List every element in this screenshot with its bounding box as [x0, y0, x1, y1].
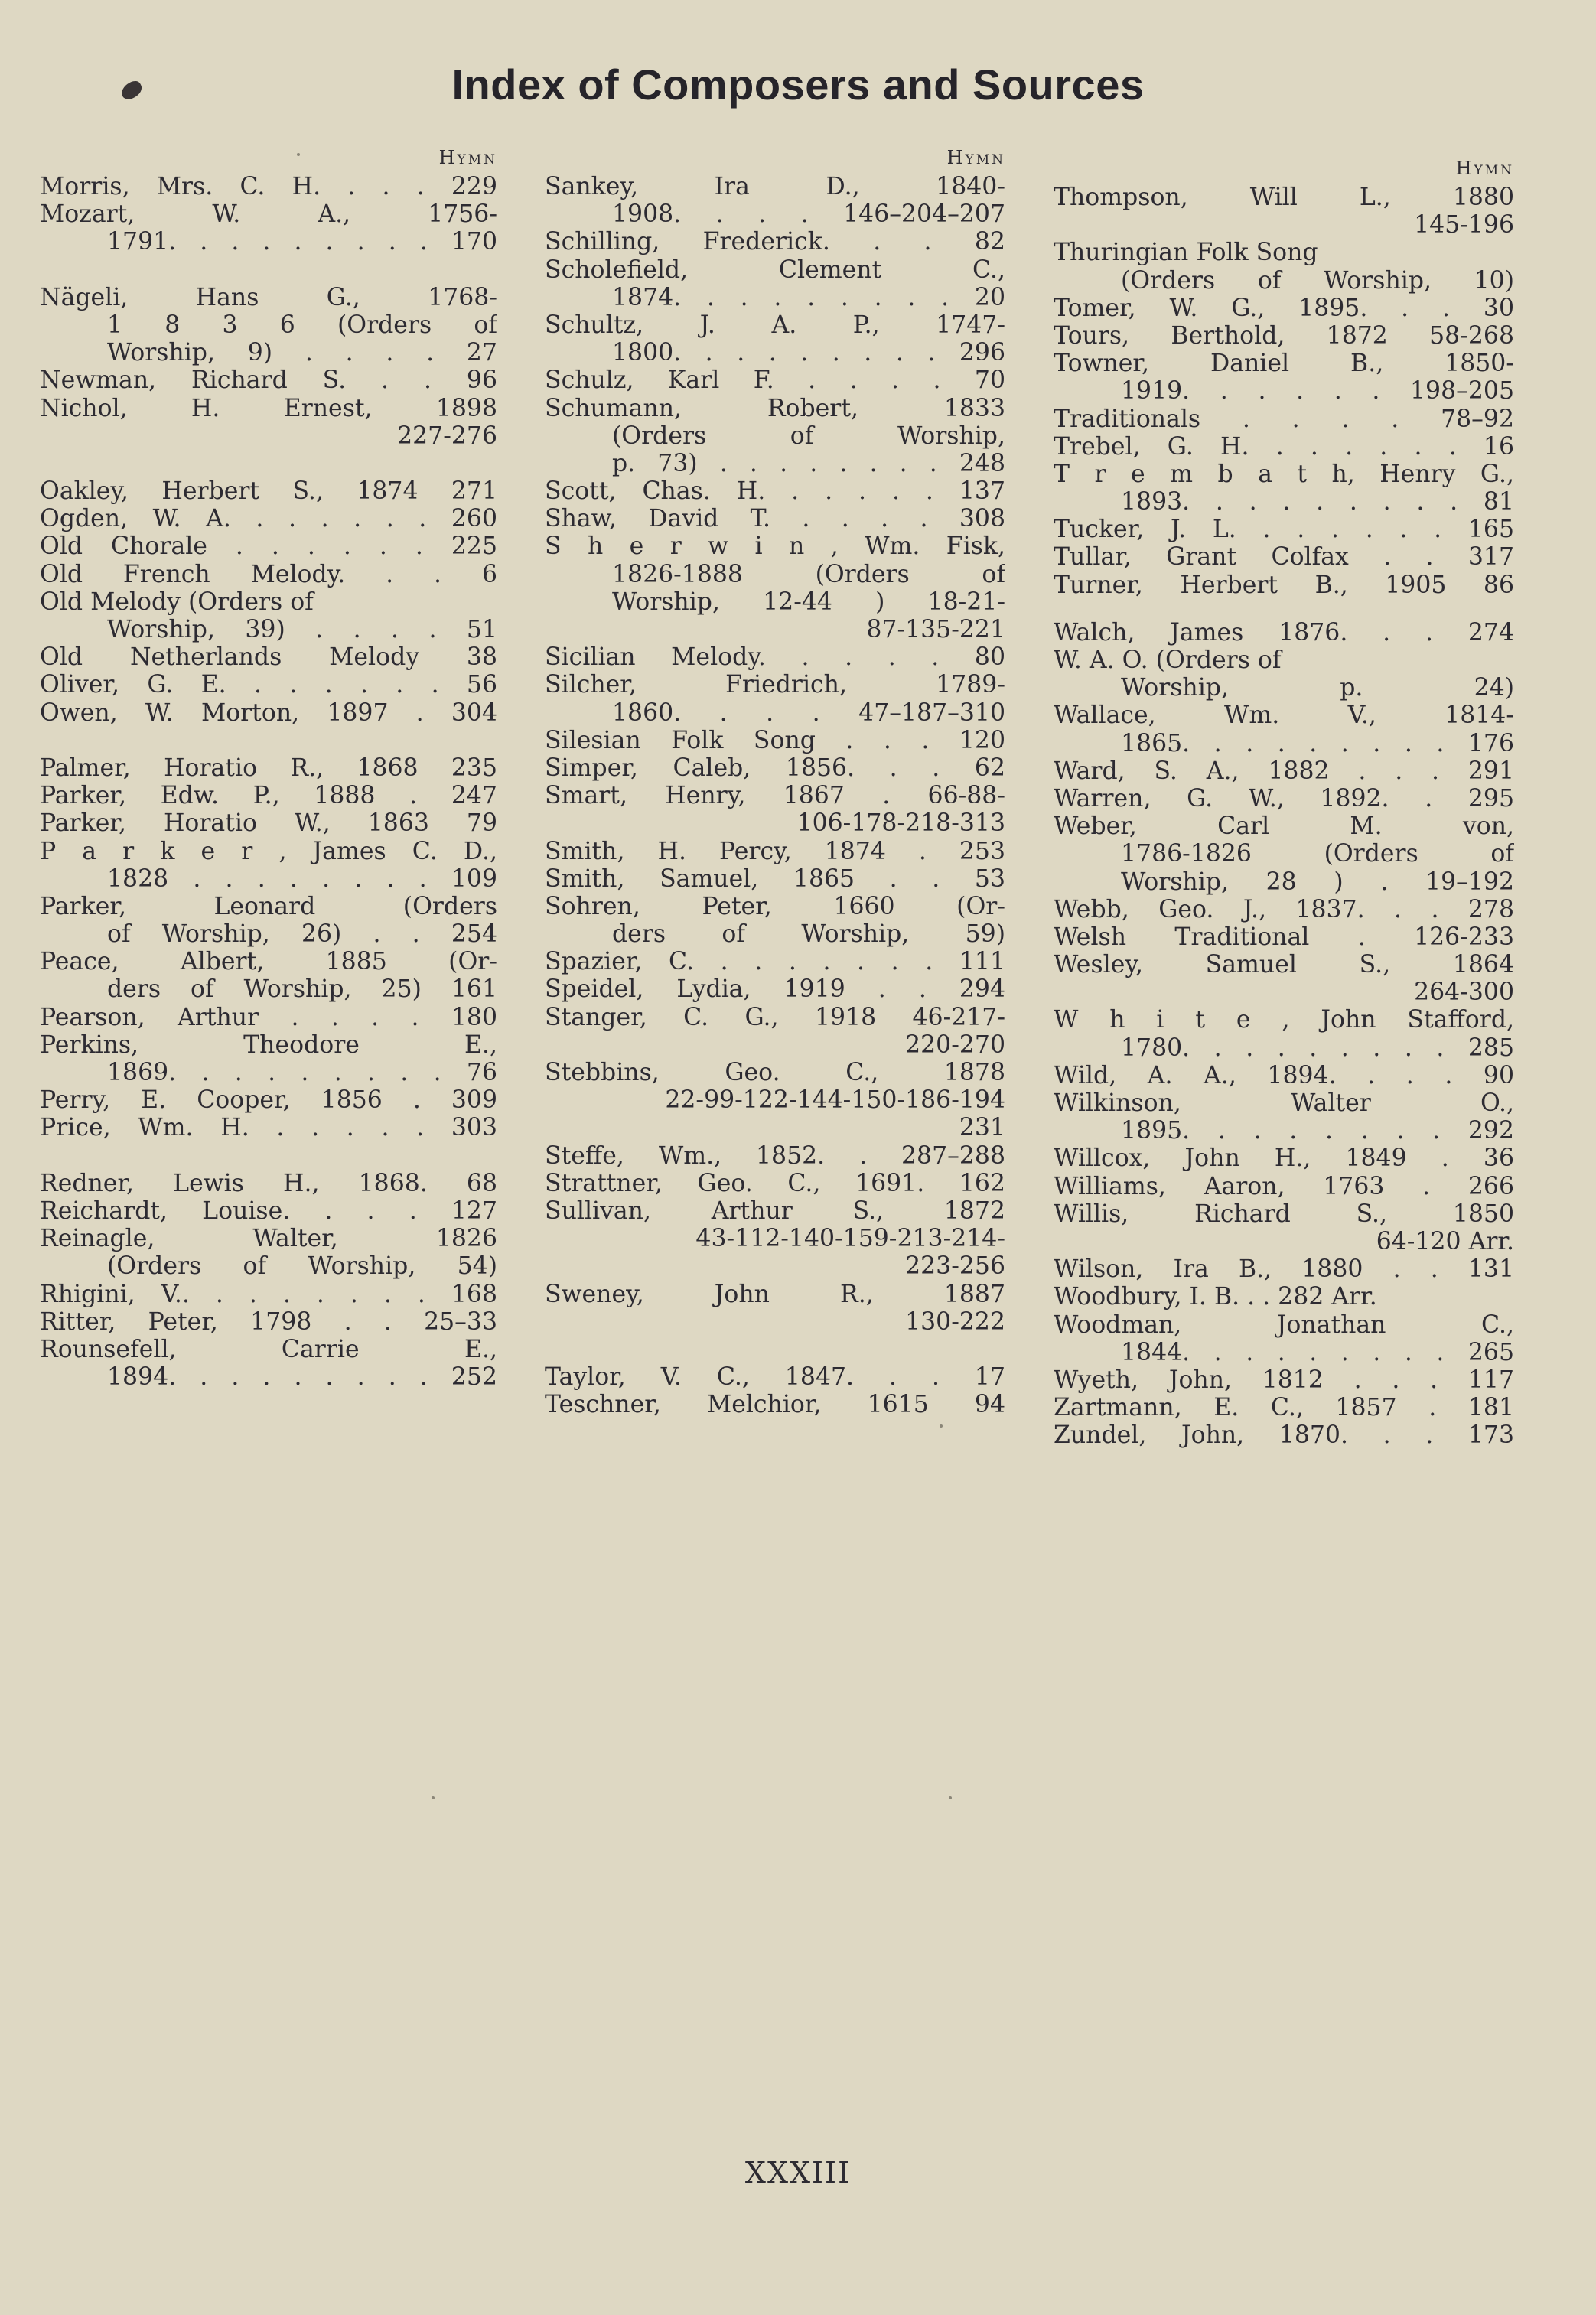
index-entry	[40, 366, 497, 394]
entry-line: Scholefield, Clement C.,	[545, 256, 1005, 284]
entry-line: Silesian Folk Song . . . 120	[545, 726, 1005, 754]
index-entry	[40, 1308, 497, 1336]
index-entry	[545, 532, 1005, 643]
entry-line: Pearson, Arthur . . . . 180	[40, 1003, 497, 1031]
entry-line: Willis, Richard S., 1850	[1054, 1200, 1514, 1228]
entry-line: W. A. O. (Orders of	[1054, 646, 1282, 674]
entry-line: Newman, Richard S. . . 96	[40, 366, 497, 395]
entry-line: Oliver, G. E. . . . . . . 56	[40, 671, 497, 699]
index-entry	[40, 284, 497, 367]
entry-continuation-line: p. 73) . . . . . . . . 248	[612, 449, 1005, 477]
index-entry	[545, 1059, 1005, 1142]
index-entry	[1054, 350, 1514, 405]
entry-continuation-line: 231	[959, 1114, 1005, 1142]
entry-line: Schultz, J. A. P., 1747-	[545, 311, 1005, 339]
index-entry	[1054, 461, 1514, 516]
entry-continuation-line: 1786-1826 (Orders of	[1121, 840, 1514, 868]
index-entry	[40, 200, 497, 256]
entry-line: Shaw, David T. . . . . 308	[545, 505, 1005, 533]
entry-list	[40, 173, 497, 1391]
entry-line: Smart, Henry, 1867 . 66-88-	[545, 782, 1005, 810]
index-entry	[545, 643, 1005, 671]
entry-line: Perry, E. Cooper, 1856 . 309	[40, 1086, 497, 1115]
index-entry	[1054, 1366, 1514, 1394]
entry-line: Spazier, C. . . . . . . . 111	[545, 948, 1005, 976]
entry-line: Speidel, Lydia, 1919 . . 294	[545, 975, 1005, 1004]
index-entry	[1054, 757, 1514, 785]
index-entry	[545, 1363, 1005, 1391]
entry-line: Morris, Mrs. C. H. . . . 229	[40, 173, 497, 200]
index-entry	[1054, 896, 1514, 923]
index-entry	[1054, 1089, 1514, 1144]
entry-line: Parker, Horatio W., 1863 79	[40, 809, 497, 838]
column-header: Hymn	[946, 147, 1005, 168]
entry-continuation-line: 106-178-218-313	[796, 809, 1005, 838]
entry-line: Willcox, John H., 1849 . 36	[1054, 1144, 1514, 1173]
entry-line: Tours, Berthold, 1872 58-268	[1054, 321, 1514, 350]
entry-continuation-line: Worship, 12-44 ) 18-21-	[612, 588, 1005, 616]
entry-line: Zartmann, E. C., 1857 . 181	[1054, 1394, 1514, 1422]
entry-line: Old Chorale . . . . . . 225	[40, 532, 497, 561]
index-entry	[40, 809, 497, 837]
index-entry	[1054, 619, 1514, 646]
entry-continuation-line: 1865. . . . . . . . . 176	[1121, 729, 1514, 757]
index-entry	[545, 893, 1005, 948]
entry-line: Woodbury, I. B. . . 282 Arr.	[1054, 1283, 1377, 1311]
entry-continuation-line: 1869. . . . . . . . . 76	[107, 1059, 497, 1086]
entry-line: Smith, Samuel, 1865 . . 53	[545, 864, 1005, 893]
entry-line: Mozart, W. A., 1756-	[40, 200, 497, 229]
entry-line: Williams, Aaron, 1763 . 266	[1054, 1172, 1514, 1200]
entry-line: Schilling, Frederick. . . 82	[545, 228, 1005, 256]
entry-continuation-line: 1 8 3 6 (Orders of	[107, 311, 497, 339]
index-entry	[40, 643, 497, 671]
index-entry	[1054, 405, 1514, 433]
index-entry	[1054, 433, 1514, 461]
index-entry	[1054, 1311, 1514, 1366]
page-number: XXXIII	[744, 2156, 852, 2190]
entry-continuation-line: 22-99-122-144-150-186-194	[665, 1086, 1005, 1115]
entry-line: Wesley, Samuel S., 1864	[1054, 951, 1514, 979]
entry-line: Strattner, Geo. C., 1691. 162	[545, 1169, 1005, 1197]
index-entry	[40, 477, 497, 505]
entry-line: Wyeth, John, 1812 . . . 117	[1054, 1366, 1514, 1394]
index-entry	[1054, 646, 1514, 702]
index-entry	[1054, 1173, 1514, 1200]
entry-line: Warren, G. W., 1892. . 295	[1054, 784, 1514, 812]
print-speck	[297, 153, 300, 156]
index-entry	[40, 1197, 497, 1225]
entry-continuation-line: (Orders of Worship,	[612, 422, 1005, 450]
entry-line: Ogden, W. A. . . . . . . 260	[40, 505, 497, 533]
entry-line: Woodman, Jonathan C.,	[1054, 1311, 1514, 1339]
entry-line: Reinagle, Walter, 1826	[40, 1225, 497, 1253]
entry-continuation-line: 1860. . . . 47–187–310	[612, 698, 1005, 727]
index-entry	[1054, 923, 1514, 951]
entry-continuation-line: 1893. . . . . . . . . 81	[1121, 488, 1514, 516]
index-entry	[40, 1031, 497, 1086]
entry-line: Taylor, V. C., 1847. . . 17	[545, 1363, 1005, 1392]
entry-line: P a r k e r , James C. D.,	[40, 837, 497, 865]
entry-line: Parker, Edw. P., 1888 . 247	[40, 782, 497, 810]
section-gap	[40, 1142, 497, 1170]
entry-continuation-line: 1844. . . . . . . . . 265	[1121, 1338, 1514, 1366]
entry-continuation-line: 1895. . . . . . . . 292	[1121, 1117, 1514, 1145]
index-entry	[545, 671, 1005, 726]
index-entry	[545, 256, 1005, 311]
entry-line: Walch, James 1876. . . 274	[1054, 618, 1514, 646]
entry-continuation-line: Worship, p. 24)	[1121, 674, 1514, 702]
entry-continuation-line: 1780. . . . . . . . . 285	[1121, 1034, 1514, 1062]
entry-continuation-line: Worship, 9) . . . . 27	[107, 339, 497, 367]
entry-continuation-line: ders of Worship, 59)	[612, 920, 1005, 949]
index-entry	[545, 477, 1005, 505]
entry-line: Schumann, Robert, 1833	[545, 394, 1005, 422]
index-entry	[1054, 516, 1514, 543]
entry-line: Reichardt, Louise. . . . 127	[40, 1197, 497, 1225]
index-entry	[1054, 702, 1514, 757]
index-entry	[40, 671, 497, 698]
entry-continuation-line: 1828 . . . . . . . . 109	[107, 864, 497, 893]
entry-line: Oakley, Herbert S., 1874 271	[40, 477, 497, 506]
entry-line: Old Netherlands Melody 38	[40, 643, 497, 672]
index-entry	[545, 754, 1005, 782]
entry-line: Peace, Albert, 1885 (Or-	[40, 948, 497, 976]
entry-line: Stanger, C. G., 1918 46-217-	[545, 1003, 1005, 1031]
index-entry	[40, 754, 497, 782]
entry-continuation-line: 1791. . . . . . . . . 170	[107, 228, 497, 256]
index-entry	[545, 838, 1005, 865]
entry-continuation-line: 1800. . . . . . . . . 296	[612, 339, 1005, 367]
index-entry	[545, 975, 1005, 1003]
index-entry	[545, 782, 1005, 837]
entry-line: Zundel, John, 1870. . . 173	[1054, 1421, 1514, 1450]
index-entry	[40, 699, 497, 727]
entry-continuation-line: of Worship, 26) . . 254	[107, 920, 497, 949]
index-entry	[545, 228, 1005, 256]
entry-continuation-line: Worship, 39) . . . . 51	[107, 616, 497, 643]
index-entry	[1054, 239, 1514, 294]
entry-line: Steffe, Wm., 1852. . 287–288	[545, 1141, 1005, 1170]
entry-line: Nichol, H. Ernest, 1898	[40, 394, 497, 422]
section-gap	[1054, 599, 1514, 619]
index-entry	[545, 727, 1005, 754]
entry-continuation-line: 1826-1888 (Orders of	[612, 560, 1005, 588]
entry-continuation-line: 43-112-140-159-213-214-	[695, 1225, 1005, 1253]
entry-line: Thuringian Folk Song	[1054, 239, 1318, 267]
index-entry	[545, 311, 1005, 366]
entry-line: Tullar, Grant Colfax . . 317	[1054, 543, 1514, 571]
index-entry	[1054, 951, 1514, 1006]
index-entry	[40, 1170, 497, 1197]
entry-list	[1054, 184, 1514, 1449]
index-entry	[545, 865, 1005, 893]
entry-line: Turner, Herbert B., 1905 86	[1054, 571, 1514, 599]
index-column-2	[545, 144, 1005, 1418]
entry-line: T r e m b a t h, Henry G.,	[1054, 460, 1514, 488]
index-entry	[40, 395, 497, 450]
entry-line: Sicilian Melody. . . . . 80	[545, 643, 1005, 672]
index-entry	[40, 1114, 497, 1141]
entry-line: Perkins, Theodore E.,	[40, 1031, 497, 1059]
entry-line: Sohren, Peter, 1660 (Or-	[545, 892, 1005, 920]
entry-line: Wild, A. A., 1894. . . . 90	[1054, 1061, 1514, 1089]
index-entry	[40, 1336, 497, 1391]
entry-line: Ritter, Peter, 1798 . . 25–33	[40, 1307, 497, 1336]
entry-line: Parker, Leonard (Orders	[40, 892, 497, 920]
index-entry	[40, 1225, 497, 1280]
entry-line: Schulz, Karl F. . . . . 70	[545, 366, 1005, 395]
index-column-1	[40, 144, 497, 1391]
index-entry	[545, 1197, 1005, 1281]
index-entry	[545, 395, 1005, 478]
entry-line: Teschner, Melchior, 1615 94	[545, 1391, 1005, 1419]
entry-line: Rounsefell, Carrie E.,	[40, 1335, 497, 1363]
entry-continuation-line: (Orders of Worship, 54)	[107, 1252, 497, 1281]
entry-continuation-line: 1894. . . . . . . . . 252	[107, 1363, 497, 1392]
index-entry	[40, 838, 497, 893]
index-entry	[40, 782, 497, 809]
entry-line: Ward, S. A., 1882 . . . 291	[1054, 757, 1514, 785]
entry-line: Weber, Carl M. von,	[1054, 812, 1514, 841]
index-entry	[40, 561, 497, 588]
index-entry	[1054, 184, 1514, 239]
index-entry	[40, 588, 497, 643]
index-entry	[1054, 1255, 1514, 1283]
entry-continuation-line: 64-120 Arr.	[1376, 1227, 1514, 1255]
index-entry	[545, 1004, 1005, 1059]
index-entry	[1054, 1062, 1514, 1089]
entry-line: Smith, H. Percy, 1874 . 253	[545, 837, 1005, 865]
entry-continuation-line: 1919. . . . . . 198–205	[1121, 377, 1514, 405]
entry-line: Old French Melody. . . 6	[40, 560, 497, 588]
entry-line: Scott, Chas. H. . . . . . 137	[545, 477, 1005, 506]
entry-continuation-line: ders of Worship, 25) 161	[107, 975, 497, 1004]
print-speck	[940, 1424, 943, 1428]
section-gap	[40, 727, 497, 754]
entry-continuation-line: 130-222	[905, 1307, 1005, 1336]
index-entry	[1054, 295, 1514, 322]
entry-line: Simper, Caleb, 1856. . . 62	[545, 754, 1005, 782]
section-gap	[40, 450, 497, 477]
entry-line: Webb, Geo. J., 1837. . . 278	[1054, 895, 1514, 923]
entry-line: Palmer, Horatio R., 1868 235	[40, 754, 497, 782]
index-entry	[40, 532, 497, 560]
index-entry	[545, 505, 1005, 532]
index-entry	[1054, 1394, 1514, 1421]
index-entry	[1054, 1283, 1514, 1311]
entry-line: W h i t e , John Stafford,	[1054, 1006, 1514, 1034]
entry-line: Towner, Daniel B., 1850-	[1054, 350, 1514, 378]
index-entry	[1054, 785, 1514, 812]
entry-line: Stebbins, Geo. C., 1878	[545, 1059, 1005, 1086]
index-entry	[545, 1391, 1005, 1418]
index-entry	[40, 505, 497, 532]
entry-continuation-line: 145-196	[1414, 211, 1514, 239]
entry-continuation-line: (Orders of Worship, 10)	[1121, 266, 1514, 295]
entry-continuation-line: 264-300	[1414, 978, 1514, 1007]
entry-line: Wilkinson, Walter O.,	[1054, 1089, 1514, 1117]
index-entry	[1054, 1200, 1514, 1255]
entry-line: Sullivan, Arthur S., 1872	[545, 1197, 1005, 1225]
print-speck	[432, 1796, 435, 1799]
section-gap	[545, 1336, 1005, 1363]
index-entry	[40, 1004, 497, 1031]
entry-line: S h e r w i n , Wm. Fisk,	[545, 532, 1005, 561]
index-entry	[545, 1142, 1005, 1170]
entry-continuation-line: 1874. . . . . . . . . 20	[612, 283, 1005, 311]
entry-line: Welsh Traditional . 126-233	[1054, 923, 1514, 951]
index-entry	[545, 173, 1005, 228]
index-entry	[1054, 1144, 1514, 1172]
column-header: Hymn	[1455, 158, 1514, 179]
index-entry	[40, 173, 497, 200]
entry-line: Thompson, Will L., 1880	[1054, 184, 1514, 211]
index-column-3	[1054, 144, 1514, 1449]
entry-line: Price, Wm. H. . . . . . 303	[40, 1114, 497, 1142]
index-entry	[545, 1170, 1005, 1197]
entry-continuation-line: 220-270	[905, 1031, 1005, 1059]
entry-line: Sankey, Ira D., 1840-	[545, 173, 1005, 200]
entry-line: Silcher, Friedrich, 1789-	[545, 671, 1005, 699]
entry-line: Tomer, W. G., 1895. . . 30	[1054, 294, 1514, 322]
entry-line: Old Melody (Orders of	[40, 588, 314, 616]
index-entry	[40, 948, 497, 1003]
index-entry	[1054, 571, 1514, 599]
index-entry	[1054, 1006, 1514, 1061]
entry-continuation-line: 1908. . . . 146–204–207	[612, 200, 1005, 229]
index-entry	[40, 1086, 497, 1114]
index-entry	[1054, 543, 1514, 571]
entry-continuation-line: 223-256	[905, 1252, 1005, 1281]
entry-list	[545, 173, 1005, 1418]
index-entry	[1054, 812, 1514, 896]
entry-line: Redner, Lewis H., 1868. 68	[40, 1169, 497, 1197]
index-entry	[40, 893, 497, 948]
index-entry	[545, 366, 1005, 394]
entry-line: Sweney, John R., 1887	[545, 1280, 1005, 1308]
index-entry	[1054, 322, 1514, 350]
entry-continuation-line: Worship, 28 ) . 19–192	[1121, 868, 1514, 896]
entry-line: Wallace, Wm. V., 1814-	[1054, 702, 1514, 730]
entry-line: Nägeli, Hans G., 1768-	[40, 283, 497, 311]
entry-line: Trebel, G. H. . . . . . . 16	[1054, 432, 1514, 461]
entry-continuation-line: 227-276	[397, 422, 497, 450]
index-entry	[1054, 1421, 1514, 1449]
print-speck	[949, 1796, 952, 1799]
entry-line: Traditionals . . . . 78–92	[1054, 405, 1514, 433]
index-entry	[40, 1281, 497, 1308]
entry-continuation-line: 87-135-221	[866, 616, 1005, 643]
column-header: Hymn	[438, 147, 497, 168]
index-entry	[545, 948, 1005, 975]
section-gap	[40, 256, 497, 284]
entry-line: Owen, W. Morton, 1897 . 304	[40, 698, 497, 727]
entry-line: Tucker, J. L. . . . . . . 165	[1054, 516, 1514, 544]
entry-line: Rhigini, V.. . . . . . . . 168	[40, 1280, 497, 1308]
index-entry	[545, 1281, 1005, 1336]
page-title: Index of Composers and Sources	[451, 60, 1145, 109]
entry-line: Wilson, Ira B., 1880 . . 131	[1054, 1255, 1514, 1284]
